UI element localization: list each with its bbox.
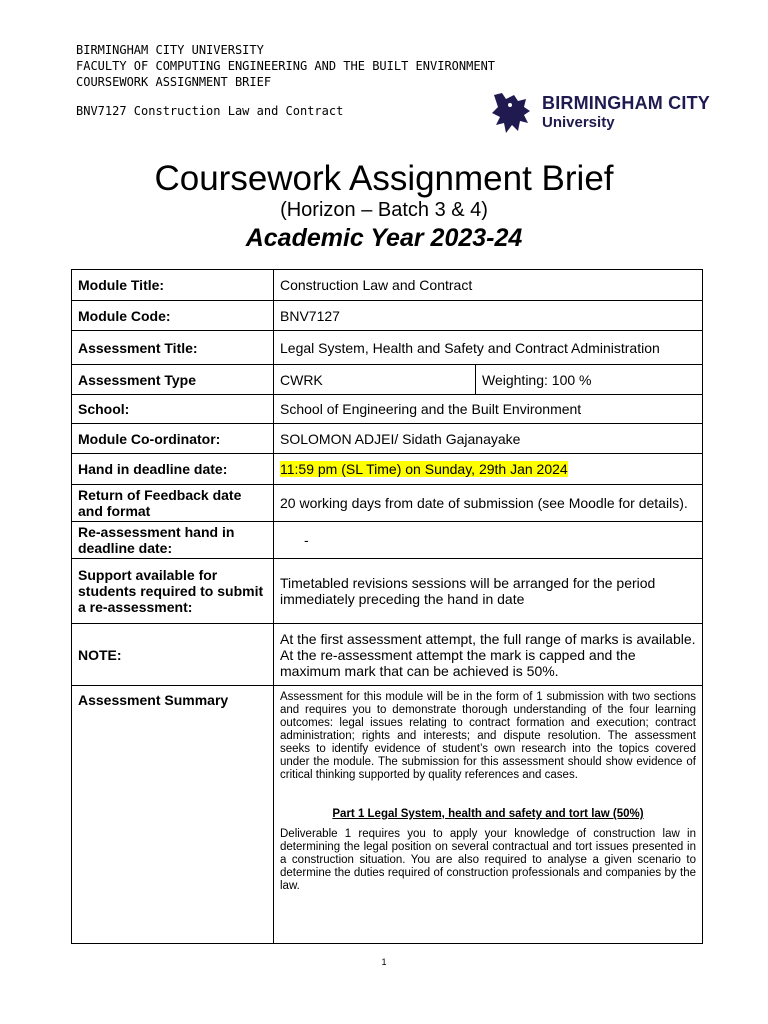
- table-row: [72, 522, 703, 559]
- deadline-value: 11:59 pm (SL Time) on Sunday, 29th Jan 2024: [280, 461, 568, 477]
- support-label: Support available for students required to submit a re-assessment:: [72, 559, 274, 624]
- table-row: [72, 485, 703, 522]
- reassessment-label: Re-assessment hand in deadline date:: [72, 522, 274, 559]
- deadline-label: Hand in deadline date:: [72, 454, 274, 485]
- table-row: [72, 559, 703, 624]
- summary-cell: [274, 686, 703, 944]
- deadline-cell: [274, 454, 703, 485]
- table-row: [72, 454, 703, 485]
- faculty-name: FACULTY OF COMPUTING ENGINEERING AND THE BUILT ENVIRONMENT: [76, 59, 496, 73]
- table-row: [72, 365, 703, 395]
- page-subtitle: (Horizon – Batch 3 & 4): [280, 199, 488, 221]
- module-title-label: Module Title:: [72, 270, 274, 301]
- document-header: [76, 42, 495, 90]
- table-row: [72, 270, 703, 301]
- summary-label: Assessment Summary: [72, 686, 274, 944]
- module-line: BNV7127 Construction Law and Contract: [76, 104, 344, 118]
- note-label: NOTE:: [72, 624, 274, 686]
- module-code-label: Module Code:: [72, 301, 274, 331]
- document-type: COURSEWORK ASSIGNMENT BRIEF: [76, 75, 272, 89]
- table-row: [72, 301, 703, 331]
- table-row: [72, 686, 703, 944]
- table-row: [72, 624, 703, 686]
- support-value: Timetabled revisions sessions will be arranged for the period immediately preceding the hand in date: [274, 559, 703, 624]
- reassessment-value: -: [274, 522, 703, 559]
- griffin-icon: [488, 89, 536, 137]
- assessment-type-value: CWRK: [274, 365, 476, 395]
- summary-paragraph-2: Deliverable 1 requires you to apply your knowledge of construction law in determining the legal position on several contractual and tort issues presented in a construction situation. You are also required to analyse a given scenario to determine the duties required of construction professionals and companies by the law.: [280, 828, 696, 892]
- summary-paragraph-1: Assessment for this module will be in the form of 1 submission with two sections and requires you to demonstrate thorough understanding of the four learning outcomes: legal issues relating to contract formation and execution; contract administration; rights and interests; and dispute resolution. The assessment seeks to identify evidence of student’s own research into the topics covered under the module. The submission for this assessment should show evidence of critical thinking supported by quality references and cases.: [280, 691, 696, 781]
- school-label: School:: [72, 395, 274, 424]
- logo-line-1: BIRMINGHAM CITY: [542, 93, 710, 113]
- university-logo: [488, 84, 710, 142]
- assessment-title-label: Assessment Title:: [72, 331, 274, 365]
- university-name: BIRMINGHAM CITY UNIVERSITY: [76, 43, 264, 57]
- table-row: [72, 331, 703, 365]
- part1-heading: Part 1 Legal System, health and safety and tort law (50%): [332, 808, 644, 820]
- module-code-value: BNV7127: [274, 301, 703, 331]
- table-row: [72, 395, 703, 424]
- coordinator-value: SOLOMON ADJEI/ Sidath Gajanayake: [274, 424, 703, 454]
- assessment-type-label: Assessment Type: [72, 365, 274, 395]
- module-title-value: Construction Law and Contract: [274, 270, 703, 301]
- feedback-label: Return of Feedback date and format: [72, 485, 274, 522]
- table-row: [72, 424, 703, 454]
- page-title: Coursework Assignment Brief: [154, 159, 614, 198]
- school-value: School of Engineering and the Built Environment: [274, 395, 703, 424]
- page-number: 1: [381, 957, 387, 967]
- academic-year: Academic Year 2023-24: [245, 224, 523, 252]
- coordinator-label: Module Co-ordinator:: [72, 424, 274, 454]
- logo-line-2: University: [542, 114, 615, 131]
- assessment-title-value: Legal System, Health and Safety and Contract Administration: [274, 331, 703, 365]
- note-value: At the first assessment attempt, the full range of marks is available. At the re-assessment attempt the mark is capped and the maximum mark that can be achieved is 50%.: [274, 624, 703, 686]
- feedback-value: 20 working days from date of submission (see Moodle for details).: [274, 485, 703, 522]
- assignment-table: [71, 269, 703, 944]
- weighting-value: Weighting: 100 %: [476, 365, 703, 395]
